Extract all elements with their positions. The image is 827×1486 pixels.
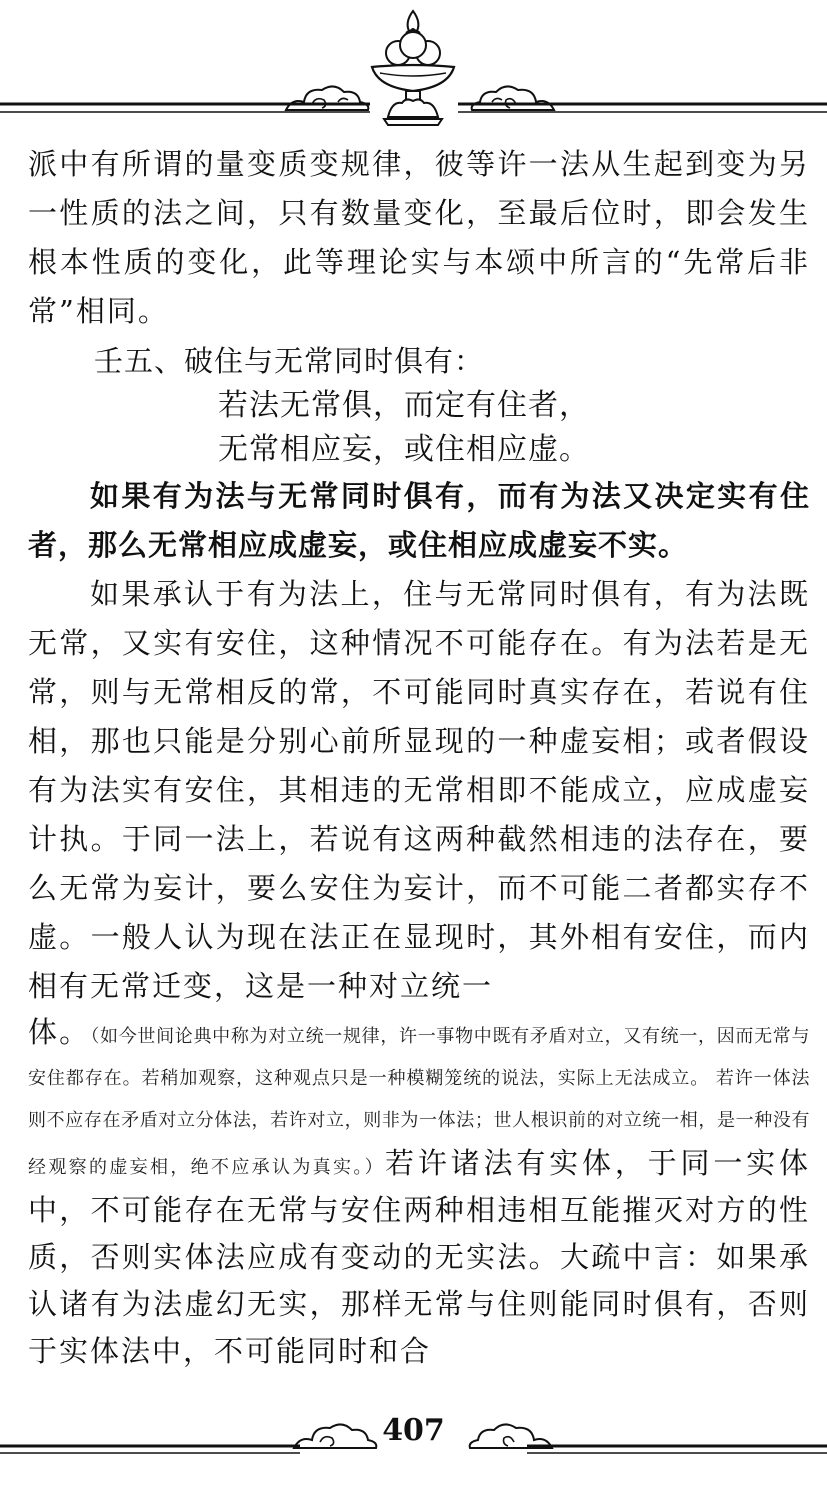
verse-line-2: 无常相应妄，或住相应虚。 <box>218 432 590 467</box>
commentary-paragraph: 如果承认于有为法上，住与无常同时俱有，有为法既无常，又实有安住，这种情况不可能存在。有为法若是无常，则与无常相反的常，不可能同时真实存在，若说有住相，那也只能是分别心前所显现的一种虚妄相；或者假设有为法实有安住，其相违的无常相即不能成立，应成虚妄计执。于同一法上，若说有这两种截然相违的法存在，要么无常为妄计，要么安住为妄计，而不可能二者都实存不虚。一般人认为现在法正在显现时，其外相有安住，而内相有无常迁变，这是一种对立统一 <box>28 577 810 1003</box>
commentary-with-note <box>28 1011 810 1377</box>
parenthetical-note: （如今世间论典中称为对立统一规律，许一事物中既有矛盾对立，又有统一，因而无常与安住都存在。若稍加观察，这种观点只是一种模糊笼统的说法，实际上无法成立。 若许一体法则不应存在矛盾对立分体法，若许对立，则非为一体法；世人根识前的对立统一相，是一种没有经观察的虚妄相，绝不应承认为真实。） <box>28 1026 810 1178</box>
verse-explanation: 如果有为法与无常同时俱有，而有为法又决定实有住者，那么无常相应成虚妄，或住相应成虚妄不实。 <box>28 479 810 562</box>
page-number: 407 <box>382 1413 445 1448</box>
section-heading: 壬五、破住与无常同时俱有： <box>94 344 485 378</box>
paragraph-continuation: 若许诸法有实体，于同一实体中，不可能存在无常与安住两种相违相互能摧灭对方的性质，否则实体法应成有变动的无实法。大疏中言：如果承认诸有为法虚幻无实，那样无常与住则能同时俱有，否则于实体法中，不可能同时和合 <box>28 1146 810 1368</box>
page-header-ornament <box>0 0 827 135</box>
page-body <box>28 140 810 1377</box>
verse-line-1: 若法无常俱，而定有住者， <box>218 388 590 423</box>
cloud-right-icon <box>468 78 558 118</box>
paragraph-fragment: 体。 <box>28 1015 91 1049</box>
lotus-bowl-offering-icon <box>358 5 468 130</box>
paragraph-intro: 派中有所谓的量变质变规律，彼等许一法从生起到变为另一性质的法之间，只有数量变化，至最后位时，即会发生根本性质的变化，此等理论实与本颂中所言的“先常后非常”相同。 <box>28 147 810 328</box>
